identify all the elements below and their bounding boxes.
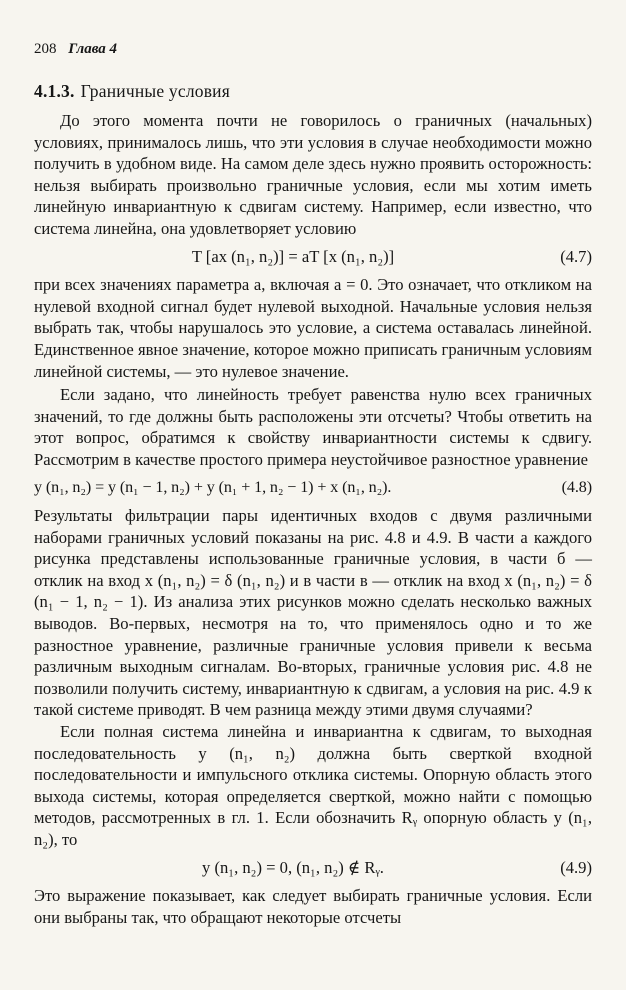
section-title: Граничные условия: [80, 81, 230, 101]
equation-4-8: [34, 477, 592, 499]
equation-4-8-body: y (n₁, n₂) = y (n₁ − 1, n₂) + y (n₁ + 1, n₂ − 1) + x (n₁, n₂).: [34, 478, 392, 496]
page-number: 208: [34, 41, 57, 57]
section-heading: [34, 80, 592, 102]
equation-4-9-body: y (n₁, n₂) = 0, (n₁, n₂) ∉ Rᵧ.: [202, 857, 384, 877]
equation-4-9-number: (4.9): [560, 857, 592, 877]
section-number: 4.1.3.: [34, 81, 75, 101]
chapter-label: Глава 4: [68, 41, 118, 57]
paragraph-3: Если задано, что линейность требует равенства нулю всех граничных значений, то где должны быть расположены эти отсчеты? Чтобы ответить на этот вопрос, обратимся к свойству инвариантности системы к сдвигу. Рассмотрим в качестве простого примера неустойчивое разностное уравнение: [34, 385, 592, 469]
running-head: [34, 40, 592, 58]
equation-4-7: [34, 246, 592, 268]
equation-4-7-number: (4.7): [560, 246, 592, 266]
paragraph-1: До этого момента почти не говорилось о граничных (начальных) условиях, принималось лишь, что эти условия в случае необходимости можно получить в удобном виде. На самом деле здесь нужно проявить осторожность: нельзя выбирать произвольно граничные условия, если мы хотим иметь линейную инвариантную к сдвигам систему. Например, если известно, что система линейна, она удовлетворяет условию: [34, 111, 592, 238]
paragraph-2: при всех значениях параметра a, включая a = 0. Это означает, что откликом на нулевой входной сигнал будет нулевой выходной. Начальные условия нельзя выбрать так, чтобы нарушалось это условие, а система оставалась линейной. Единственное явное значение, которое можно приписать граничным условиям линейной системы, — это нулевое значение.: [34, 275, 592, 381]
equation-4-9: [34, 857, 592, 879]
equation-4-8-number: (4.8): [561, 478, 592, 496]
equation-4-7-body: T [ax (n₁, n₂)] = aT [x (n₁, n₂)]: [191, 246, 395, 266]
paragraph-6: Это выражение показывает, как следует выбирать граничные условия. Если они выбраны так, что обращают некоторые отсчеты: [34, 886, 592, 927]
paragraph-4: Результаты фильтрации пары идентичных входов с двумя различными наборами граничных условий показаны на рис. 4.8 и 4.9. В части а каждого рисунка представлены использованные граничные условия, в части б — отклик на вход x (n₁, n₂) = δ (n₁, n₂) и в части в — отклик на вход x (n₁, n₂) = δ (n₁ − 1, n₂ − 1). Из анализа этих рисунков можно сделать несколько важных выводов. Во-первых, несмотря на то, что применялось одно и то же разностное уравнение, различные граничные условия привели к весьма различным выходным сигналам. Во-вторых, граничные условия рис. 4.8 не позволили получить систему, инвариантную к сдвигам, а условия на рис. 4.9 к такой системе приводят. В чем разница между этими двумя случаями?: [34, 506, 592, 720]
paragraph-5: Если полная система линейна и инвариантна к сдвигам, то выходная последовательность y (n₁, n₂) должна быть сверткой входной последовательности и импульсного отклика системы. Опорную область этого выхода системы, которая определяется сверткой, можно найти с помощью методов, рассмотренных в гл. 1. Если обозначить Rᵧ опорную область y (n₁, n₂), то: [34, 722, 592, 849]
